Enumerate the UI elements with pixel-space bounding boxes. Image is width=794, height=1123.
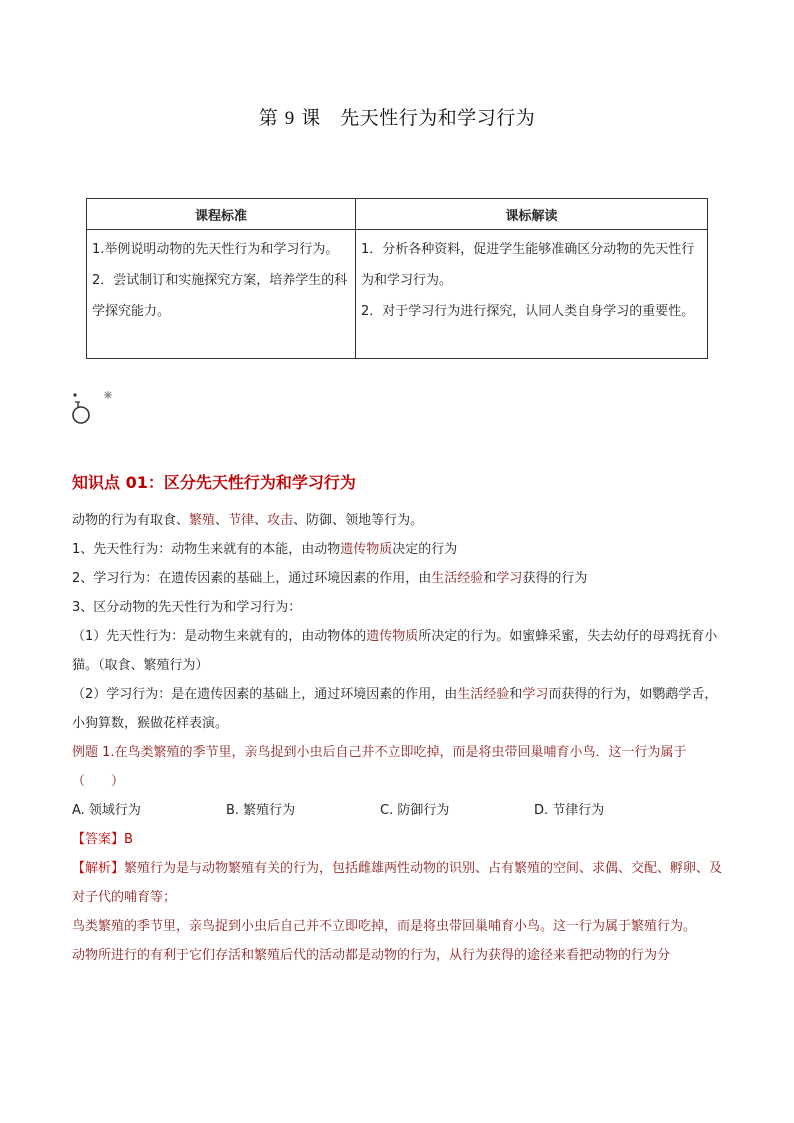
analysis-1: 【解析】繁殖行为是与动物繁殖有关的行为，包括雌雄两性动物的识别、占有繁殖的空间、求偶、交配、孵卵、及对子代的哺育等； xyxy=(72,861,723,905)
header-standard: 课程标准 xyxy=(87,199,356,230)
innate-definition: 1、先天性行为：动物生来就有的本能，由动物遗传物质决定的行为 xyxy=(72,542,458,557)
learned-detail: （2）学习行为：是在遗传因素的基础上，通过环境因素的作用，由生活经验和学习而获得的行为，如鹦鹉学舌，小狗算数，猴做花样表演。 xyxy=(72,687,718,731)
intro-paragraph: 动物的行为有取食、繁殖、节律、攻击、防御、领地等行为。 xyxy=(72,513,424,528)
analysis-3: 动物所进行的有利于它们存活和繁殖后代的活动都是动物的行为，从行为获得的途径来看把动物的行为分 xyxy=(72,948,671,963)
flask-icon xyxy=(70,390,120,430)
standard-cell: 1.举例说明动物的先天性行为和学习行为。 2．尝试制订和实施探究方案，培养学生的科学探究能力。 xyxy=(87,230,356,359)
answer-options xyxy=(72,796,724,825)
curriculum-table xyxy=(86,198,708,359)
sparkle-icon xyxy=(104,391,112,399)
interpretation-cell: 1．分析各种资料，促进学生能够准确区分动物的先天性行为和学习行为。 2．对于学习行为进行探究，认同人类自身学习的重要性。 xyxy=(356,230,708,359)
option-d: D. 节律行为 xyxy=(534,803,605,818)
option-a: A. 领域行为 xyxy=(72,803,141,818)
option-c: C. 防御行为 xyxy=(380,803,450,818)
distinguish-heading: 3、区分动物的先天性行为和学习行为： xyxy=(72,600,302,615)
option-b: B. 繁殖行为 xyxy=(226,803,296,818)
content-body xyxy=(72,506,724,970)
analysis-2: 鸟类繁殖的季节里，亲鸟捉到小虫后自己并不立即吃掉，而是将虫带回巢哺育小鸟。这一行为属于繁殖行为。 xyxy=(72,919,697,934)
example-question: 例题 1.在鸟类繁殖的季节里，亲鸟捉到小虫后自己并不立即吃掉，而是将虫带回巢哺育小鸟．这一行为属于（ ） xyxy=(72,745,687,789)
answer: 【答案】B xyxy=(72,832,133,847)
innate-detail: （1）先天性行为：是动物生来就有的，由动物体的遗传物质所决定的行为。如蜜蜂采蜜，失去幼仔的母鸡抚育小猫。（取食、繁殖行为） xyxy=(72,629,718,673)
section-title: 知识点 01：区分先天性行为和学习行为 xyxy=(72,473,356,492)
page-title: 第 9 课 先天性行为和学习行为 xyxy=(258,107,536,129)
learned-definition: 2、学习行为：在遗传因素的基础上，通过环境因素的作用，由生活经验和学习获得的行为 xyxy=(72,571,588,586)
header-interpretation: 课标解读 xyxy=(356,199,708,230)
decoration-icons xyxy=(70,390,120,430)
